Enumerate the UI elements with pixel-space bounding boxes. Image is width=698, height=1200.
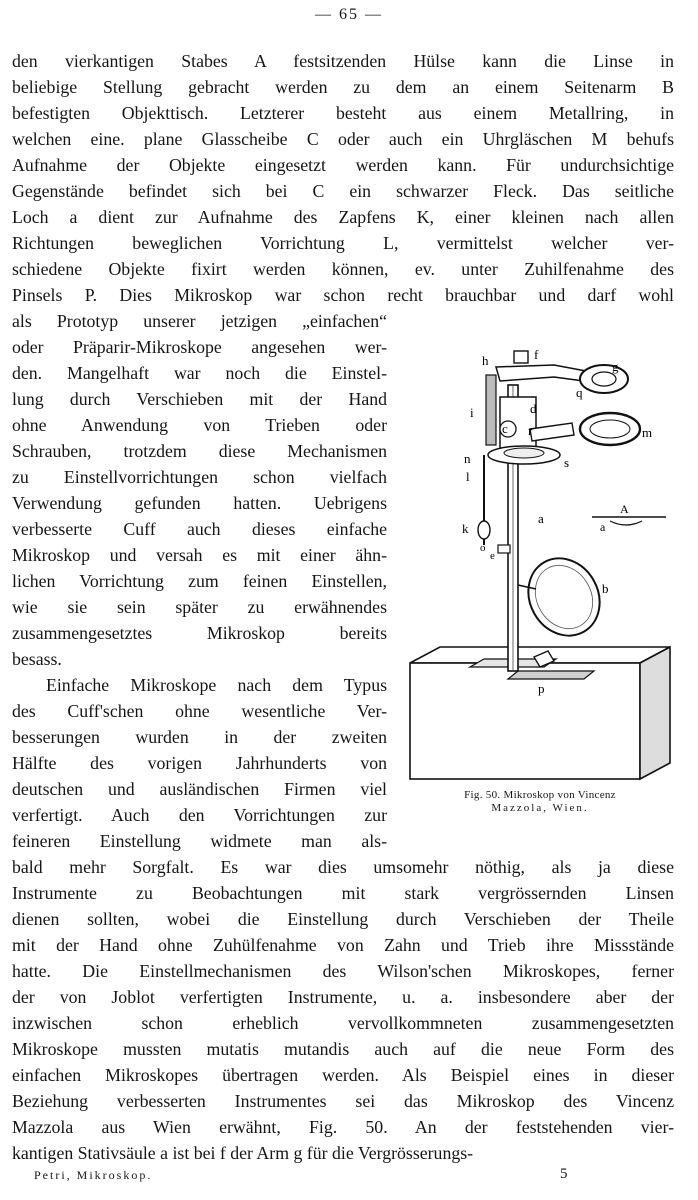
text-line: Verwendung gefunden hatten. Uebrigens bbox=[12, 493, 387, 513]
fig-label-f: f bbox=[534, 347, 539, 362]
figure-caption bbox=[404, 789, 676, 815]
fig-label-o: o bbox=[480, 542, 486, 554]
text-line: der von Joblot verfertigten Instrumente, u. a. insbesondere aber der bbox=[12, 987, 674, 1007]
text-line: kantigen Stativsäule a ist bei f der Arm g für die Vergrösserungs- bbox=[12, 1143, 474, 1163]
text-line: Mikroskop und versah es mit einer ähn- bbox=[12, 545, 387, 565]
fig-label-i: i bbox=[470, 405, 474, 420]
text-line: lichen Vorrichtung zum feinen Einstellen, bbox=[12, 571, 387, 591]
text-line: Beziehung verbesserten Instrumentes sei das Mikroskop des Vincenz bbox=[12, 1091, 674, 1111]
fig-label-h: h bbox=[482, 353, 489, 368]
text-line: ohne Anwendung von Trieben oder bbox=[12, 415, 387, 435]
fig-label-p: p bbox=[538, 681, 545, 696]
text-line: Schrauben, trotzdem diese Mechanismen bbox=[12, 441, 387, 461]
text-line: beliebige Stellung gebracht werden zu dem an einem Seitenarm B bbox=[12, 77, 674, 97]
figure-caption-line-1: Fig. 50. Mikroskop von Vincenz bbox=[464, 789, 616, 801]
fig-label-d: d bbox=[530, 401, 537, 416]
text-line: des Cuff'schen ohne wesentliche Ver- bbox=[12, 701, 387, 721]
text-line: als Prototyp unserer jetzigen „einfachen“ bbox=[12, 311, 387, 331]
text-line: Instrumente zu Beobachtungen mit stark vergrössernden Linsen bbox=[12, 883, 674, 903]
holder-knob bbox=[478, 521, 490, 539]
text-line: Gegenstände befindet sich bei C ein schwarzer Fleck. Das seitliche bbox=[12, 181, 674, 201]
fig-label-A: A bbox=[620, 502, 629, 516]
text-line: besass. bbox=[12, 649, 62, 669]
figure-caption-line-2: Mazzola, Wien. bbox=[491, 802, 589, 814]
text-line: lung durch Verschieben mit der Hand bbox=[12, 389, 387, 409]
figure-50-microscope-illustration bbox=[404, 345, 676, 785]
fig-label-m: m bbox=[642, 425, 653, 440]
text-line: wie sie sein später zu erwähnendes bbox=[12, 597, 387, 617]
fig-label-k: k bbox=[462, 521, 469, 536]
fig-label-s: s bbox=[564, 455, 570, 470]
text-line: verfertigt. Auch den Vorrichtungen zur bbox=[12, 805, 387, 825]
microscope-base-side bbox=[640, 647, 670, 779]
fig-label-n: n bbox=[464, 451, 471, 466]
text-line: Mikroskope mussten mutatis mutandis auch auf die neue Form des bbox=[12, 1039, 674, 1059]
text-line: Einfache Mikroskope nach dem Typus bbox=[46, 675, 387, 695]
text-line: zusammengesetztes Mikroskop bereits bbox=[12, 623, 387, 643]
text-line: verbesserte Cuff auch dieses einfache bbox=[12, 519, 387, 539]
microscope-base-front bbox=[410, 663, 640, 779]
page-number: — 65 — bbox=[315, 6, 383, 23]
fig-label-c: c bbox=[502, 421, 508, 436]
text-line: Aufnahme der Objekte eingesetzt werden kann. Für undurchsichtige bbox=[12, 155, 674, 175]
text-line: schiedene Objekte fixirt werden können, ev. unter Zuhilfenahme des bbox=[12, 259, 674, 279]
fig-label-e: e bbox=[490, 550, 495, 562]
fig-label-a-detail: a bbox=[600, 520, 606, 534]
fig-label-l: l bbox=[466, 469, 470, 484]
text-line: oder Präparir-Mikroskope angesehen wer- bbox=[12, 337, 387, 357]
footer-signature: 5 bbox=[560, 1166, 568, 1182]
mirror bbox=[515, 545, 614, 648]
text-line: befestigten Objekttisch. Letzterer besteht aus einem Metallring, in bbox=[12, 103, 674, 123]
top-knob bbox=[514, 351, 528, 363]
text-line: welchen eine. plane Glasscheibe C oder auch ein Uhrgläschen M behufs bbox=[12, 129, 674, 149]
text-line: Mazzola aus Wien erwähnt, Fig. 50. An der feststehenden vier- bbox=[12, 1117, 674, 1137]
text-line: besserungen wurden in der zweiten bbox=[12, 727, 387, 747]
text-line: inzwischen schon erheblich vervollkommneten zusammengesetzten bbox=[12, 1013, 674, 1033]
text-line: einfachen Mikroskopes übertragen werden. Als Beispiel eines in dieser bbox=[12, 1065, 674, 1085]
text-line: den vierkantigen Stabes A festsitzenden Hülse kann die Linse in bbox=[12, 51, 674, 71]
fig-label-q: q bbox=[576, 385, 583, 400]
upper-arm bbox=[496, 365, 586, 381]
text-line: Hälfte des vorigen Jahrhunderts von bbox=[12, 753, 387, 773]
footer-author: Petri, Mikroskop. bbox=[34, 1168, 153, 1182]
text-line: mit der Hand ohne Zuhülfenahme von Zahn und Trieb ihre Missstände bbox=[12, 935, 674, 955]
fig-label-b: b bbox=[602, 581, 609, 596]
text-line: Loch a dient zur Aufnahme des Zapfens K, einer kleinen nach allen bbox=[12, 207, 674, 227]
text-line: zu Einstellvorrichtungen schon vielfach bbox=[12, 467, 387, 487]
text-line: dienen sollten, wobei die Einstellung durch Verschieben der Theile bbox=[12, 909, 674, 929]
text-line: bald mehr Sorgfalt. Es war dies umsomehr nöthig, als ja diese bbox=[12, 857, 674, 877]
fig-label-a: a bbox=[538, 511, 544, 526]
focus-rack bbox=[486, 375, 496, 445]
text-line: deutschen und ausländischen Firmen viel bbox=[12, 779, 387, 799]
text-line: Pinsels P. Dies Mikroskop war schon recht brauchbar und darf wohl bbox=[12, 285, 674, 305]
slide-rail bbox=[508, 671, 594, 679]
text-line: feineren Einstellung widmete man als- bbox=[12, 831, 387, 851]
text-line: hatte. Die Einstellmechanismen des Wilson'schen Mikroskopes, ferner bbox=[12, 961, 674, 981]
fig-label-g: g bbox=[612, 359, 619, 374]
fig-label-r: r bbox=[528, 423, 533, 438]
text-line: den. Mangelhaft war noch die Einstel- bbox=[12, 363, 387, 383]
text-line: Richtungen beweglichen Vorrichtung L, vermittelst welcher ver- bbox=[12, 233, 674, 253]
